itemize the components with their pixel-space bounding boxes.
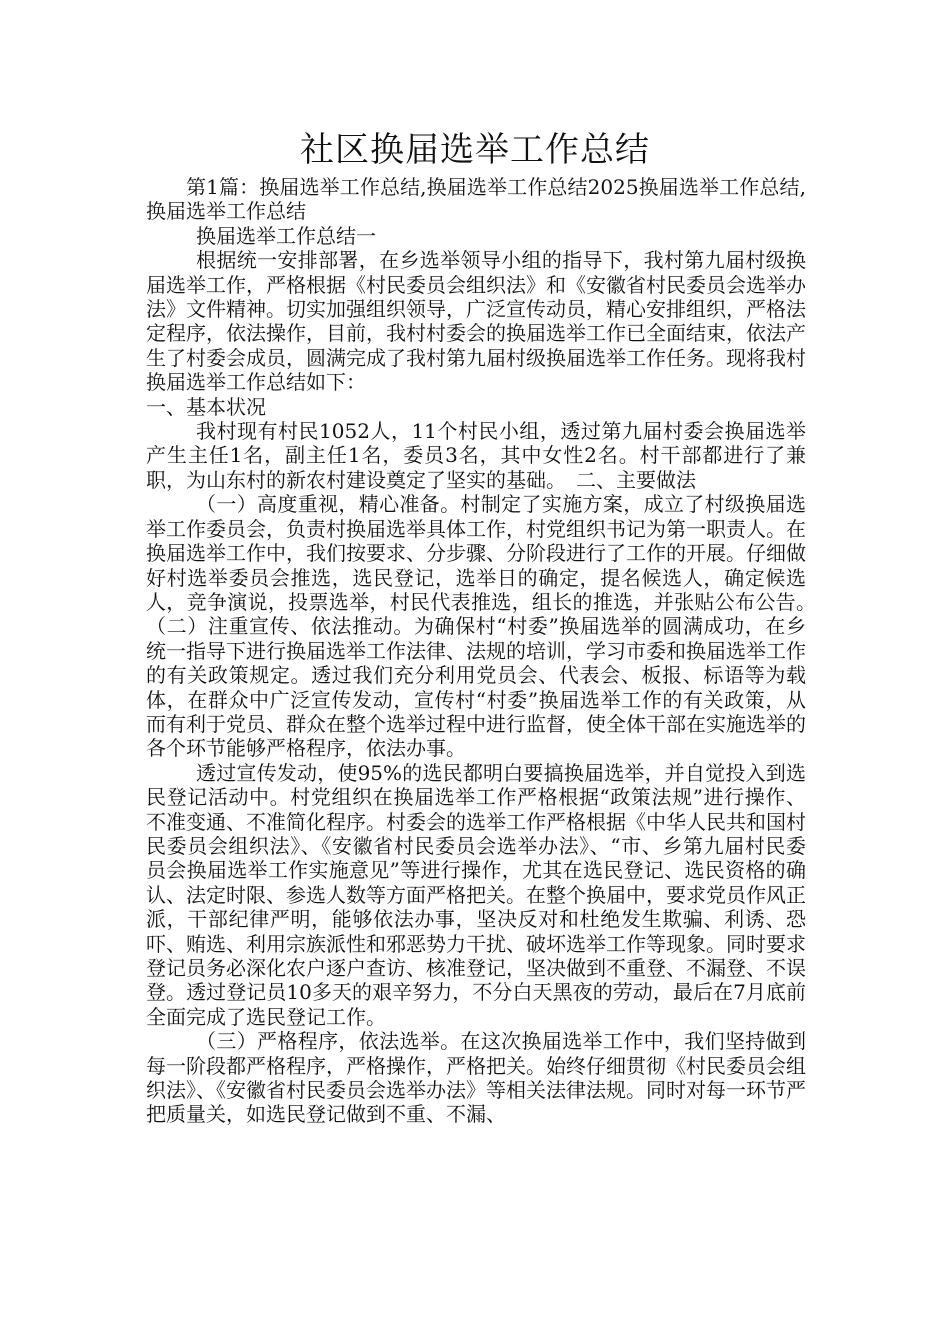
body-paragraph: 一、基本状况 [146,394,266,419]
body-paragraph: 第1篇：换届选举工作总结,换届选举工作总结2025换届选举工作总结,换届选举工作总结 [146,175,806,224]
body-paragraph: 根据统一安排部署，在乡选举领导小组的指导下，我村第九届村级换届选举工作，严格根据《村民委员会组织法》和《安徽省村民委员会选举办法》文件精神。切实加强组织领导，广泛宣传动员，精心安排组织，严格法定程序，依法操作，目前，我村村委会的换届选举工作已全面结束，依法产生了村委会成员，圆满完成了我村第九届村级换届选举工作任务。现将我村换届选举工作总结如下： [146,248,806,395]
body-paragraph: 我村现有村民1052人，11个村民小组，透过第九届村委会换届选举产生主任1名，副主任1名，委员3名，其中女性2名。村干部都进行了兼职，为山东村的新农村建设奠定了坚实的基础。 二、主要做法 [146,419,806,492]
body-paragraph: 换届选举工作总结一 [196,223,376,248]
document-title: 社区换届选举工作总结 [300,130,650,170]
body-paragraph: （一）高度重视，精心准备。村制定了实施方案，成立了村级换届选举工作委员会，负责村换届选举具体工作，村党组织书记为第一职责人。在换届选举工作中，我们按要求、分步骤、分阶段进行了工作的开展。仔细做好村选举委员会推选，选民登记，选举日的确定，提名候选人，确定候选人，竞争演说，投票选举，村民代表推选，组长的推选，并张贴公布公告。 （二）注重宣传、依法推动。为确保村“村委”换届选举的圆满成功，在乡统一指导下进行换届选举工作法律、法规的培训，学习市委和换届选举工作的有关政策规定。透过我们充分利用党员会、代表会、板报、标语等为载体，在群众中广泛宣传发动，宣传村“村委”换届选举工作的有关政策，从而有利于党员、群众在整个选举过程中进行监督，使全体干部在实施选举的各个环节能够严格程序，依法办事。 [146,492,826,761]
body-paragraph: （三）严格程序，依法选举。在这次换届选举工作中，我们坚持做到每一阶段都严格程序，严格操作，严格把关。始终仔细贯彻《村民委员会组织法》、《安徽省村民委员会选举办法》等相关法律法规。同时对每一环节严把质量关，如选民登记做到不重、不漏、 [146,1029,806,1127]
body-paragraph: 透过宣传发动，使95%的选民都明白要搞换届选举，并自觉投入到选民登记活动中。村党组织在换届选举工作严格根据“政策法规”进行操作、不准变通、不准简化程序。村委会的选举工作严格根据《中华人民共和国村民委员会组织法》、《安徽省村民委员会选举办法》、“市、乡第九届村民委员会换届选举工作实施意见”等进行操作，尤其在选民登记、选民资格的确认、法定时限、参选人数等方面严格把关。在整个换届中，要求党员作风正派，干部纪律严明，能够依法办事，坚决反对和杜绝发生欺骗、利诱、恐吓、贿选、利用宗族派性和邪恶势力干扰、破坏选举工作等现象。同时要求登记员务必深化农户逐户查访、核准登记，坚决做到不重登、不漏登、不误登。透过登记员10多天的艰辛努力，不分白天黑夜的劳动，最后在7月底前全面完成了选民登记工作。 [146,760,806,1029]
document-body [146,175,826,1127]
